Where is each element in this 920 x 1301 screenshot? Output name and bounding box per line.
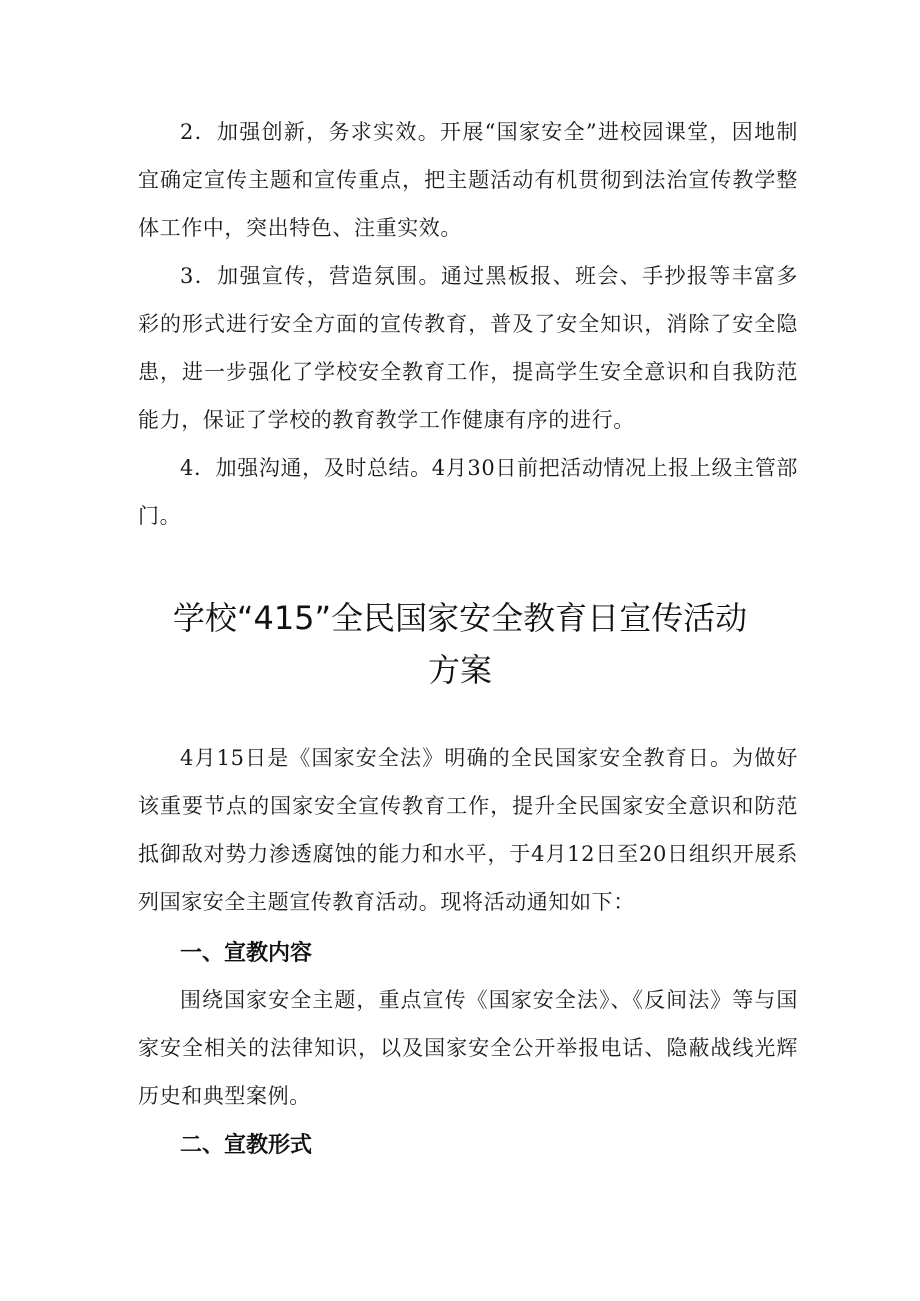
document-title	[100, 592, 820, 696]
paragraph-strengthen-publicity: 3．加强宣传，营造氛围。通过黑板报、班会、手抄报等丰富多彩的形式进行安全方面的宣传教育，普及了安全知识，消除了安全隐患，进一步强化了学校安全教育工作，提高学生安全意识和自我防范能力，保证了学校的教育教学工作健康有序的进行。	[138, 264, 798, 432]
paragraph-content: 围绕国家安全主题，重点宣传《国家安全法》、《反间法》等与国家安全相关的法律知识，以及国家安全公开举报电话、隐蔽战线光辉历史和典型案例。	[138, 988, 798, 1108]
paragraph-strengthen-innovation: 2．加强创新，务求实效。开展“国家安全”进校园课堂，因地制宜确定宣传主题和宣传重点，把主题活动有机贯彻到法治宣传教学整体工作中，突出特色、注重实效。	[138, 120, 798, 240]
paragraph-strengthen-communication: 4．加强沟通，及时总结。4月30日前把活动情况上报上级主管部门。	[138, 456, 798, 528]
document-title-line2: 方案	[427, 651, 492, 689]
section-heading-content: 一、宣教内容	[180, 941, 313, 966]
document-title-line1: 学校“415”全民国家安全教育日宣传活动	[172, 599, 748, 637]
section-heading-format: 二、宣教形式	[180, 1133, 313, 1158]
paragraph-intro: 4月15日是《国家安全法》明确的全民国家安全教育日。为做好该重要节点的国家安全宣传教育工作，提升全民国家安全意识和防范抵御敌对势力渗透腐蚀的能力和水平，于4月12日至20日组织开展系列国家安全主题宣传教育活动。现将活动通知如下：	[138, 746, 798, 914]
